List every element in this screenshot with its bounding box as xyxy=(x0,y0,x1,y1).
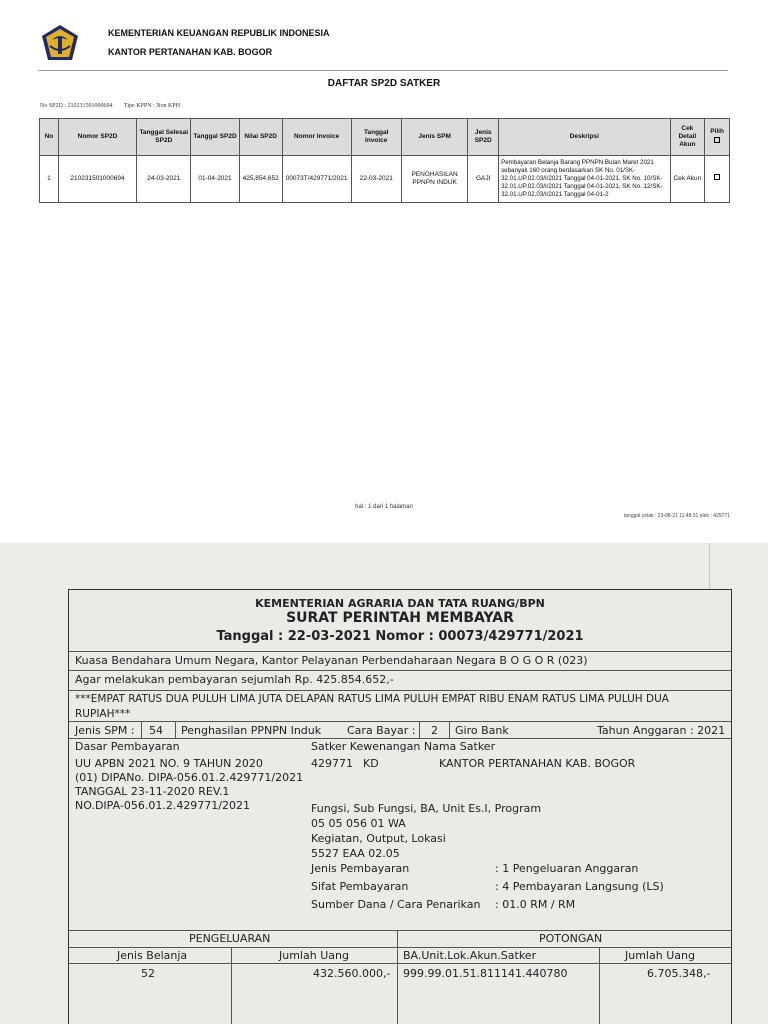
col-akun: BA.Unit.Lok.Akun.Satker xyxy=(403,949,537,962)
jenis-pembayaran-label: Jenis Pembayaran xyxy=(311,862,410,875)
header-divider xyxy=(38,70,728,71)
spm-terbilang-1: ***EMPAT RATUS DUA PULUH LIMA JUTA DELAPAN RATUS LIMA PULUH EMPAT RIBU ENAM RATUS LIMA PULUH DUA xyxy=(75,693,669,705)
cek-akun-link[interactable]: Cek Akun xyxy=(670,156,705,203)
akun-code: 999.99.01.51.811141.440780 xyxy=(403,967,568,980)
institution-line-1: KEMENTERIAN KEUANGAN REPUBLIK INDONESIA xyxy=(108,28,330,38)
sumber-dana-label: Sumber Dana / Cara Penarikan xyxy=(311,898,481,911)
jenis-pembayaran-value: : 1 Pengeluaran Anggaran xyxy=(495,862,639,875)
col-no: No xyxy=(40,119,59,156)
cara-bayar-name: Giro Bank xyxy=(455,724,509,737)
cell-jenis-sp2d: GAJI xyxy=(468,156,499,203)
jenis-spm-label: Jenis SPM : xyxy=(75,724,135,737)
dasar-line-2: (01) DIPANo. DIPA-056.01.2.429771/2021 xyxy=(75,771,304,784)
form-cell-divider xyxy=(141,721,142,738)
row-select-checkbox[interactable] xyxy=(714,174,720,180)
institution-line-2: KANTOR PERTANAHAN KAB. BOGOR xyxy=(108,47,273,57)
cell-pilih xyxy=(705,156,730,203)
col-jumlah-uang-potongan: Jumlah Uang xyxy=(625,949,695,962)
kemenkeu-logo-icon xyxy=(40,24,80,62)
cell-no: 1 xyxy=(40,156,59,203)
cell-deskripsi: Pembayaran Belanja Barang PPNPN Bulan Maret 2021 sebanyak 160 orang berdasarkan SK No. 01/SK-32.01.UP.02.03/I/2021 Tanggal 04-01-2021, SK No. 10/SK-32.01.UP.02.03/I/2021 Tanggal 04-01-2021, SK No. 12/SK-32.01.UP.02.03/I/2021 Tanggal 04-01-2 xyxy=(499,156,670,203)
sifat-pembayaran-label: Sifat Pembayaran xyxy=(311,880,409,893)
col-tanggal-selesai: Tanggal Selesai SP2D xyxy=(137,119,191,156)
fungsi-values: 05 05 056 01 WA xyxy=(311,817,406,830)
jenis-spm-name: Penghasilan PPNPN Induk xyxy=(181,724,322,737)
form-rule xyxy=(69,651,731,652)
form-rule xyxy=(69,670,731,671)
col-nomor-sp2d: Nomor SP2D xyxy=(58,119,136,156)
belanja-amount: 432.560.000,- xyxy=(313,967,391,980)
cell-nilai-sp2d: 425,854,652 xyxy=(239,156,282,203)
table-row xyxy=(40,156,730,203)
page-indicator: hal : 1 dari 1 halaman xyxy=(355,504,413,510)
form-cell-divider xyxy=(449,721,450,738)
form-cell-divider xyxy=(231,947,232,1024)
col-pilih xyxy=(705,119,730,156)
cell-nomor-sp2d: 210231501000694 xyxy=(58,156,136,203)
kewenangan-code: KD xyxy=(363,757,379,770)
col-jenis-sp2d: Jenis SP2D xyxy=(468,119,499,156)
spm-agar: Agar melakukan pembayaran sejumlah Rp. 425.854.652,- xyxy=(75,673,394,686)
dasar-line-3: TANGGAL 23-11-2020 REV.1 xyxy=(75,785,230,798)
cell-tanggal-selesai: 24-03-2021 xyxy=(137,156,191,203)
form-rule xyxy=(69,721,731,722)
form-cell-divider xyxy=(419,721,420,738)
potongan-heading: POTONGAN xyxy=(539,932,603,945)
spm-terbilang-2: RUPIAH*** xyxy=(75,708,131,720)
pengeluaran-heading: PENGELUARAN xyxy=(189,932,271,945)
col-nilai-sp2d: Nilai SP2D xyxy=(239,119,282,156)
sifat-pembayaran-value: : 4 Pembayaran Langsung (LS) xyxy=(495,880,664,893)
form-rule xyxy=(69,738,731,739)
col-jenis-spm: Jenis SPM xyxy=(401,119,467,156)
cell-jenis-spm: PENGHASILAN PPNPN INDUK xyxy=(401,156,467,203)
table-header-row xyxy=(40,119,730,156)
jenis-spm-code: 54 xyxy=(149,724,163,737)
col-tanggal-invoice: Tanggal Invoice xyxy=(351,119,401,156)
satker-code: 429771 xyxy=(311,757,353,770)
nama-satker: KANTOR PERTANAHAN KAB. BOGOR xyxy=(439,757,636,770)
col-cek-detail-akun: Cek Detail Akun xyxy=(670,119,705,156)
form-rule xyxy=(69,963,731,964)
sp2d-table xyxy=(39,118,730,203)
spm-title: SURAT PERINTAH MEMBAYAR xyxy=(286,610,514,626)
select-all-checkbox[interactable] xyxy=(714,137,720,143)
page-title: DAFTAR SP2D SATKER xyxy=(327,78,441,89)
dasar-line-1: UU APBN 2021 NO. 9 TAHUN 2020 xyxy=(75,757,263,770)
tipe-kppn-meta: Tipe KPPN : Non KPH xyxy=(123,103,181,109)
spm-ministry: KEMENTERIAN AGRARIA DAN TATA RUANG/BPN xyxy=(255,597,545,610)
cara-bayar-label: Cara Bayar : xyxy=(347,724,416,737)
cell-tanggal-sp2d: 01-04-2021 xyxy=(191,156,239,203)
form-rule xyxy=(69,947,731,948)
cara-bayar-code: 2 xyxy=(431,724,438,737)
col-jumlah-uang: Jumlah Uang xyxy=(279,949,349,962)
col-nomor-invoice: Nomor Invoice xyxy=(282,119,351,156)
section-divider xyxy=(397,930,398,1024)
col-pilih-label: Pilih xyxy=(710,128,724,136)
form-rule xyxy=(69,690,731,691)
form-cell-divider xyxy=(175,721,176,738)
col-tanggal-sp2d: Tanggal SP2D xyxy=(191,119,239,156)
cell-tanggal-invoice: 22-03-2021 xyxy=(351,156,401,203)
spm-kuasa: Kuasa Bendahara Umum Negara, Kantor Pelayanan Perbendaharaan Negara B O G O R (023) xyxy=(75,654,588,667)
satker-header: Satker Kewenangan Nama Satker xyxy=(311,740,496,753)
dasar-label: Dasar Pembayaran xyxy=(75,740,180,753)
fungsi-header: Fungsi, Sub Fungsi, BA, Unit Es.I, Program xyxy=(311,802,542,815)
kegiatan-header: Kegiatan, Output, Lokasi xyxy=(311,832,446,845)
print-stamp: tanggal cetak : 23-08-21 11:48:31 oleh : 429771 xyxy=(623,513,730,519)
spm-form xyxy=(68,589,732,1024)
form-rule xyxy=(69,930,731,931)
dasar-line-4: NO.DIPA-056.01.2.429771/2021 xyxy=(75,799,251,812)
belanja-code: 52 xyxy=(141,967,155,980)
kegiatan-values: 5527 EAA 02.05 xyxy=(311,847,400,860)
form-cell-divider xyxy=(599,947,600,1024)
col-deskripsi: Deskripsi xyxy=(499,119,670,156)
spm-date-number: Tanggal : 22-03-2021 Nomor : 00073/429771/2021 xyxy=(216,629,584,644)
no-sp2d-meta: No SP2D : 210231501000694 xyxy=(40,103,113,109)
spm-scan xyxy=(0,543,768,1024)
potongan-amount: 6.705.348,- xyxy=(647,967,711,980)
tahun-anggaran: Tahun Anggaran : 2021 xyxy=(597,724,726,737)
sumber-dana-value: : 01.0 RM / RM xyxy=(495,898,576,911)
report-meta xyxy=(40,103,190,109)
cell-nomor-invoice: 00073T/429771/2021 xyxy=(282,156,351,203)
col-jenis-belanja: Jenis Belanja xyxy=(117,949,188,962)
